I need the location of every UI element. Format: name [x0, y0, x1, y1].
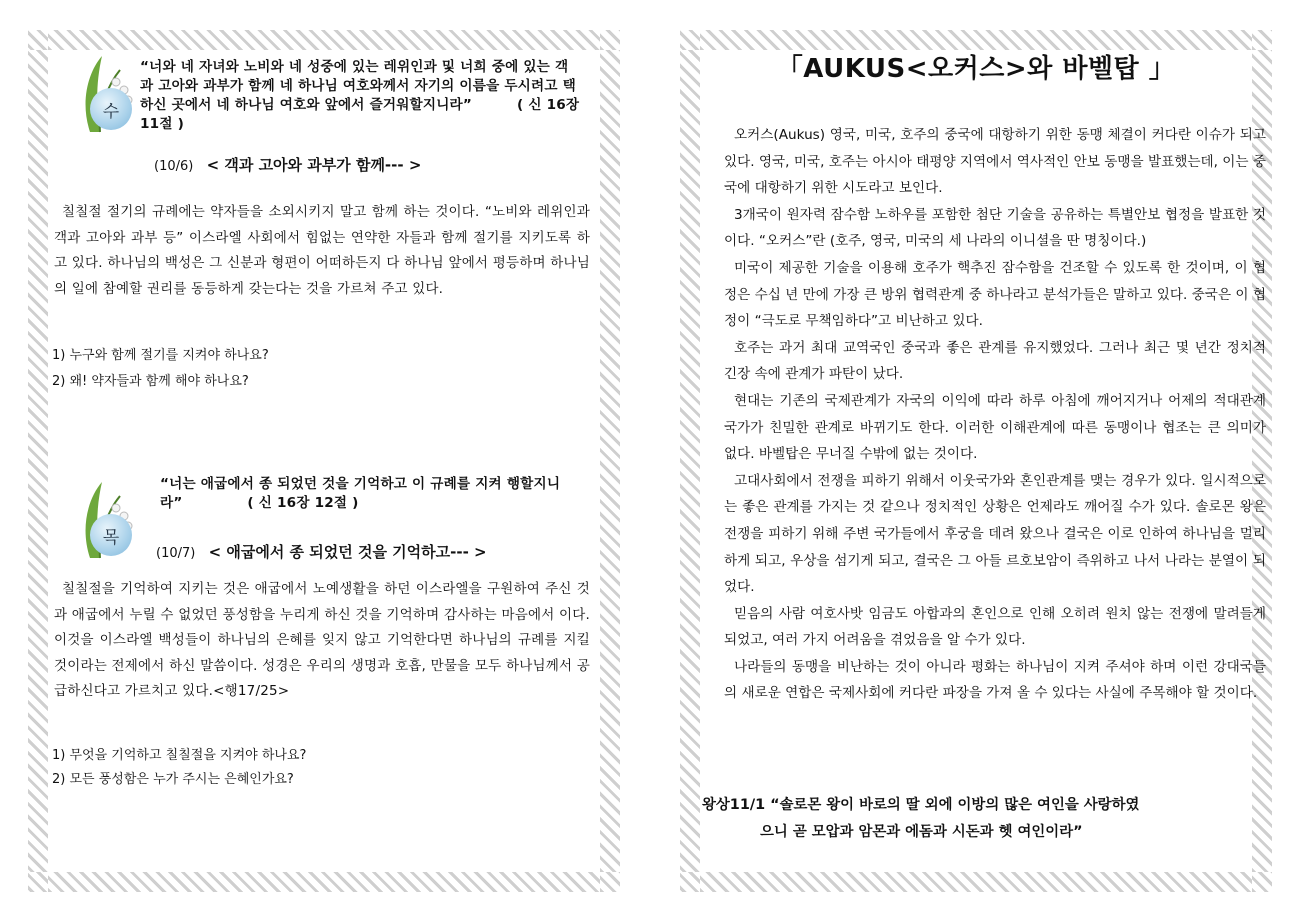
verse-text: “너는 애굽에서 종 되었던 것을 기억하고 이 규례를 지켜 행할지니라” — [160, 476, 561, 511]
right-page — [680, 30, 1272, 892]
article-paragraph: 오커스(Aukus) 영국, 미국, 호주의 중국에 대항하기 위한 동맹 체결이 커다란 이슈가 되고 있다. 영국, 미국, 호주는 아시아 태평양 지역에서 역사적인 안보 동맹을 발표했는데, 이는 중국에 대항하기 위한 시도라고 보인다. — [724, 127, 1266, 197]
footer-verse — [702, 792, 1250, 846]
verse-reference: ( 신 16장 12절 ) — [247, 495, 359, 511]
article-paragraph: 3개국이 원자력 잠수함 노하우를 포함한 첨단 기술을 공유하는 특별안보 협정을 발표한 것이다. “오커스”란 (호주, 영국, 미국의 세 나라의 이니셜을 딴 명칭이다.) — [724, 206, 1266, 250]
heading-text: < 애굽에서 종 되었던 것을 기억하고--- > — [208, 543, 487, 561]
article-title: 「AUKUS<오커스>와 바벨탑 」 — [776, 54, 1176, 84]
right-page-content — [700, 50, 1266, 872]
left-page — [28, 30, 620, 892]
question-1: 1) 누구와 함께 절기를 지켜야 하나요? — [52, 348, 269, 363]
heading-date: (10/6) — [154, 159, 194, 174]
footer-verse-line: 왕상11/1 “솔로몬 왕이 바로의 딸 외에 이방의 많은 여인을 사랑하였 — [702, 797, 1140, 813]
article-body — [724, 122, 1266, 707]
question-2: 2) 왜! 약자들과 함께 해야 하나요? — [52, 374, 249, 389]
verse-reference: ( 신 16장 11절 ) — [140, 97, 580, 132]
article-paragraph: 미국이 제공한 기술을 이용해 호주가 핵추진 잠수함을 건조할 수 있도록 한 것이며, 이 협정은 수십 년 만에 가장 큰 방위 협력관계 중 하나라고 분석가들은 말하고 있다. 중국은 이 협정이 “극도로 무책임하다”고 비난하고 있다. — [724, 259, 1266, 330]
heading-text: < 객과 고아와 과부가 함께--- > — [206, 156, 422, 174]
question-1: 1) 무엇을 기억하고 칠칠절을 지켜야 하나요? — [52, 748, 307, 763]
article-paragraph: 믿음의 사람 여호사밧 임금도 아합과의 혼인으로 인해 오히려 원치 않는 전쟁에 말려들게 되었고, 여러 가지 어려움을 겪었음을 알 수가 있다. — [724, 605, 1266, 649]
heading-date: (10/7) — [156, 546, 196, 561]
left-page-content — [48, 50, 600, 872]
day-badge: 수 — [90, 88, 132, 130]
article-paragraph: 현대는 기존의 국제관계가 자국의 이익에 따라 하루 아침에 깨어지거나 어제의 적대관계 국가가 친밀한 관계로 바뀌기도 한다. 이러한 이해관계에 따른 동맹이나 협조는 큰 의미가 없다. 바벨탑은 무너질 수밖에 없는 것이다. — [724, 392, 1266, 463]
verse-text: “너와 네 자녀와 노비와 네 성중에 있는 레위인과 및 너희 중에 있는 객과 고아와 과부가 함께 네 하나님 여호와께서 자기의 이름을 두시려고 택하신 곳에서 네 하나님 여호와 앞에서 즐거워할지니라” — [140, 59, 576, 113]
footer-verse-line: 으니 곧 모압과 암몬과 에돔과 시돈과 헷 여인이라” — [760, 824, 1083, 840]
verse-quote — [140, 58, 580, 134]
article-paragraph: 고대사회에서 전쟁을 피하기 위해서 이웃국가와 혼인관계를 맺는 경우가 있다. 일시적으로는 좋은 관계를 가지는 것 같으나 정치적인 상황은 언제라도 깨어질 수가 있다. 솔로몬 왕은 전쟁을 피하기 위해 주변 국가들에서 후궁을 데려 왔으나 결국은 이로 인하여 하나님을 멀리하게 되고, 우상을 섬기게 되고, 결국은 그 아들 르호보암이 즉위하고 나서 나라는 분열이 되었다. — [724, 472, 1266, 596]
section-heading — [156, 541, 487, 562]
lily-of-valley-icon — [70, 478, 140, 560]
body-paragraph: 칠칠절 절기의 규례에는 약자들을 소외시키지 말고 함께 하는 것이다. “노비와 레위인과 객과 고아와 과부 등” 이스라엘 사회에서 힘없는 연약한 자들과 함께 절기를 지키도록 하고 있다. 하나님의 백성은 그 신분과 형편이 어떠하든지 다 하나님 앞에서 평등하며 하나님의 일에 참예할 권리를 동등하게 갖는다는 것을 가르쳐 주고 있다. — [54, 204, 590, 297]
body-paragraph: 칠칠절을 기억하여 지키는 것은 애굽에서 노예생활을 하던 이스라엘을 구원하여 주신 것과 애굽에서 누릴 수 없었던 풍성함을 누리게 하신 것을 기억하며 감사하는 마음에서 이다. 이것을 이스라엘 백성들이 하나님의 은혜를 잊지 않고 기억한다면 하나님의 규례를 지킬 것이라는 전제에서 하신 말씀이다. 성경은 우리의 생명과 호흡, 만물을 모두 하나님께서 공급하신다고 가르치고 있다.<행17/25> — [54, 581, 590, 699]
question-2: 2) 모든 풍성함은 누가 주시는 은혜인가요? — [52, 772, 294, 787]
day-badge: 목 — [90, 514, 132, 556]
article-paragraph: 나라들의 동맹을 비난하는 것이 아니라 평화는 하나님이 지켜 주셔야 하며 이런 강대국들의 새로운 연합은 국제사회에 커다란 파장을 가져 올 수 있다는 사실에 주목해야 할 것이다. — [724, 658, 1266, 702]
section-heading — [154, 154, 421, 175]
lily-of-valley-icon — [70, 52, 140, 134]
verse-quote — [160, 475, 582, 513]
article-paragraph: 호주는 과거 최대 교역국인 중국과 좋은 관계를 유지했었다. 그러나 최근 몇 년간 정치적 긴장 속에 관계가 파탄이 났다. — [724, 339, 1266, 383]
